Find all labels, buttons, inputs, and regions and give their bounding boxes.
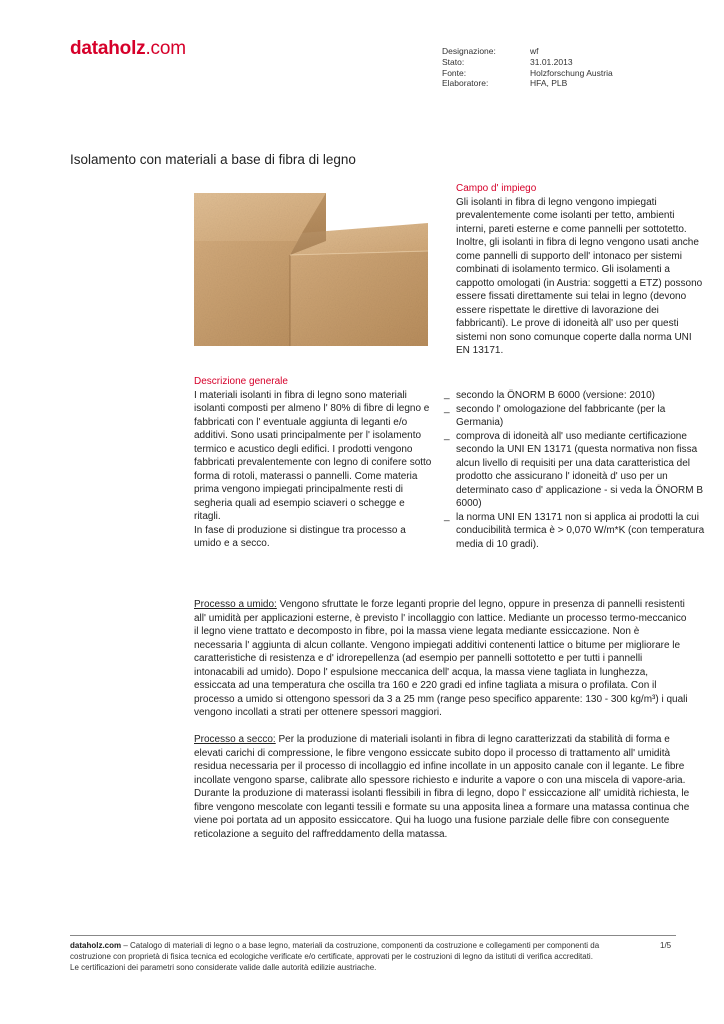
- meta-value-fonte: Holzforschung Austria: [530, 67, 613, 78]
- footer-brand[interactable]: dataholz.com: [70, 941, 122, 950]
- meta-label-stato: Stato:: [442, 56, 465, 67]
- footer-description: [70, 941, 630, 963]
- footer-divider: [70, 935, 676, 936]
- meta-value-elaboratore: HFA, PLB: [530, 78, 568, 89]
- processo-secco-paragraph: [194, 733, 690, 841]
- campo-impiego-heading: Campo d' impiego: [456, 183, 537, 194]
- descrizione-heading: Descrizione generale: [194, 376, 288, 387]
- list-item: _ secondo l' omologazione del fabbricante (per la Germania): [444, 403, 709, 430]
- footer-text: – Catalogo di materiali di legno o a base legno, materiali da costruzione, componenti da costruzione e collegamenti per componenti da costruzione con proprietà di fisica tecnica ed ecologiche verificate e/o certificate, approvati per le costruzioni di legno da istituti di verifica accreditati.: [70, 941, 600, 961]
- insulation-boards-illustration: [194, 193, 428, 346]
- footer-certification-note: Le certificazioni dei parametri sono considerate valide dalle autorità edilizie austriache.: [70, 962, 377, 972]
- meta-label-fonte: Fonte:: [442, 67, 467, 78]
- processo-secco-label: Processo a secco:: [194, 734, 276, 745]
- processo-secco-text: Per la produzione di materiali isolanti in fibra di legno caratterizzati da stabilità di forma e elevati carichi di compressione, le fibre vengono essiccate subito dopo il processo di trattamento all' umidità residua necessaria per il processo di incollaggio ed infine incollate in un apposito canale con il legante. Le fibre incollate vengono sparse, calibrate allo spessore richiesto e indurite a vapore o con una miscela di vapore-aria. Durante la produzione di materassi isolanti flessibili in fibra di legno, dopo l' essiccazione all' umidità richiesta, le fibre vengono mescolate con leganti tessili e formate su una apposita linea a formare una matassa continua che viene poi portata ad un apposito essiccatore. Qui ha luogo una fusione parziale delle fibre con conseguente reticolazione a seguito del raffreddamento della matassa.: [194, 734, 690, 840]
- meta-label-designazione: Designazione:: [442, 46, 496, 56]
- processo-umido-label: Processo a umido:: [194, 599, 277, 610]
- insulation-boards-photo: [194, 193, 428, 346]
- logo-tld: .com: [145, 38, 186, 59]
- processo-umido-paragraph: [194, 598, 690, 720]
- dataholz-logo[interactable]: [70, 38, 186, 60]
- meta-value-designazione: wf: [530, 46, 539, 56]
- descrizione-text: I materiali isolanti in fibra di legno sono materiali isolanti composti per almeno l' 80% di fibre di legno e fabbricati con l' eventuale aggiunta di leganti e/o additivi. Sono usati principalmente per l' isolamento termico e acustico degli edifici. I prodotti vengono fabbricati prevalentemente con legno di conifere sotto forma di rotoli, materassi o pannelli. Come materia prima vengono impiegati principalmente resti di segheria quali ad esempio sciaveri o schegge e ritagli.: [194, 389, 432, 522]
- list-item: _ comprova di idoneità all' uso mediante certificazione secondo la UNI EN 13171 (questa normativa non fissa alcun livello di requisiti per una data caratteristica del prodotto che assicurano l' idoneità d' uso per un determinato caso d' applicazione - si veda la ÖNORM B 6000): [444, 430, 709, 511]
- page-number: 1/5: [660, 941, 672, 950]
- meta-value-stato: 31.01.2013: [530, 56, 573, 67]
- process-section: [194, 598, 690, 855]
- meta-values: [530, 46, 613, 89]
- requirements-list: [444, 389, 709, 551]
- list-item: _ la norma UNI EN 13171 non si applica ai prodotti la cui conducibilità termica è > 0,070 W/m*K (con temperatura media di 10 gradi).: [444, 511, 709, 552]
- logo-brand: dataholz: [70, 38, 146, 59]
- list-item: _ secondo la ÖNORM B 6000 (versione: 2010): [444, 389, 709, 403]
- descrizione-generale-section: [194, 375, 434, 551]
- footer: [70, 941, 630, 973]
- document-title: Isolamento con materiali a base di fibra di legno: [70, 152, 356, 167]
- campo-impiego-section: [456, 182, 706, 358]
- descrizione-text-production: In fase di produzione si distingue tra processo a umido e a secco.: [194, 524, 406, 549]
- processo-umido-text: Vengono sfruttate le forze leganti proprie del legno, oppure in presenza di pannelli resistenti all' umidità per applicazioni esterne, è previsto l' incollaggio con lattice. Mediante un processo termo-meccanico il legno viene trattato e decomposto in fibre, poi la massa viene legata mediante essiccazione. Non è necessaria l' aggiunta di alcun collante. Vengono impiegati additivi contenenti lattice o bitume per migliorare le caratteristiche di resistenza e d' idrorepellenza (ad esempio per pannelli sottotetto e per tutti i pannelli intonacabili ad umido). Dopo l' espulsione meccanica dell' acqua, la massa viene tagliata in lunghezza, essiccata ad una temperatura che oscilla tra 160 e 220 gradi ed infine tagliata a misura o profilata. Con il processo a umido si ottengono spessori da 3 a 25 mm (range peso specifico apparente: 130 - 300 kg/m³) i quali vengono incollati a strati per ottenere spessori maggiori.: [194, 599, 688, 718]
- meta-labels: [442, 46, 496, 89]
- meta-label-elaboratore: Elaboratore:: [442, 78, 489, 89]
- campo-impiego-text: Gli isolanti in fibra di legno vengono impiegati prevalentemente come isolanti per tetto, ambienti interni, pareti esterne e come pannelli per sottotetto. Inoltre, gli isolanti in fibra di legno vengono usati anche come pannelli di supporto dell' intonaco per sistemi combinati di isolamento termico. Gli isolamenti a cappotto omologati (in Austria: soggetti a ETZ) possono essere fissati direttamente sui telai in legno (devono essere rispettate le direttive di lavorazione dei fabbricanti). Le prove di idoneità all' uso per questi sistemi non sono comunque coperte dalla norma UNI EN 13171.: [456, 196, 703, 356]
